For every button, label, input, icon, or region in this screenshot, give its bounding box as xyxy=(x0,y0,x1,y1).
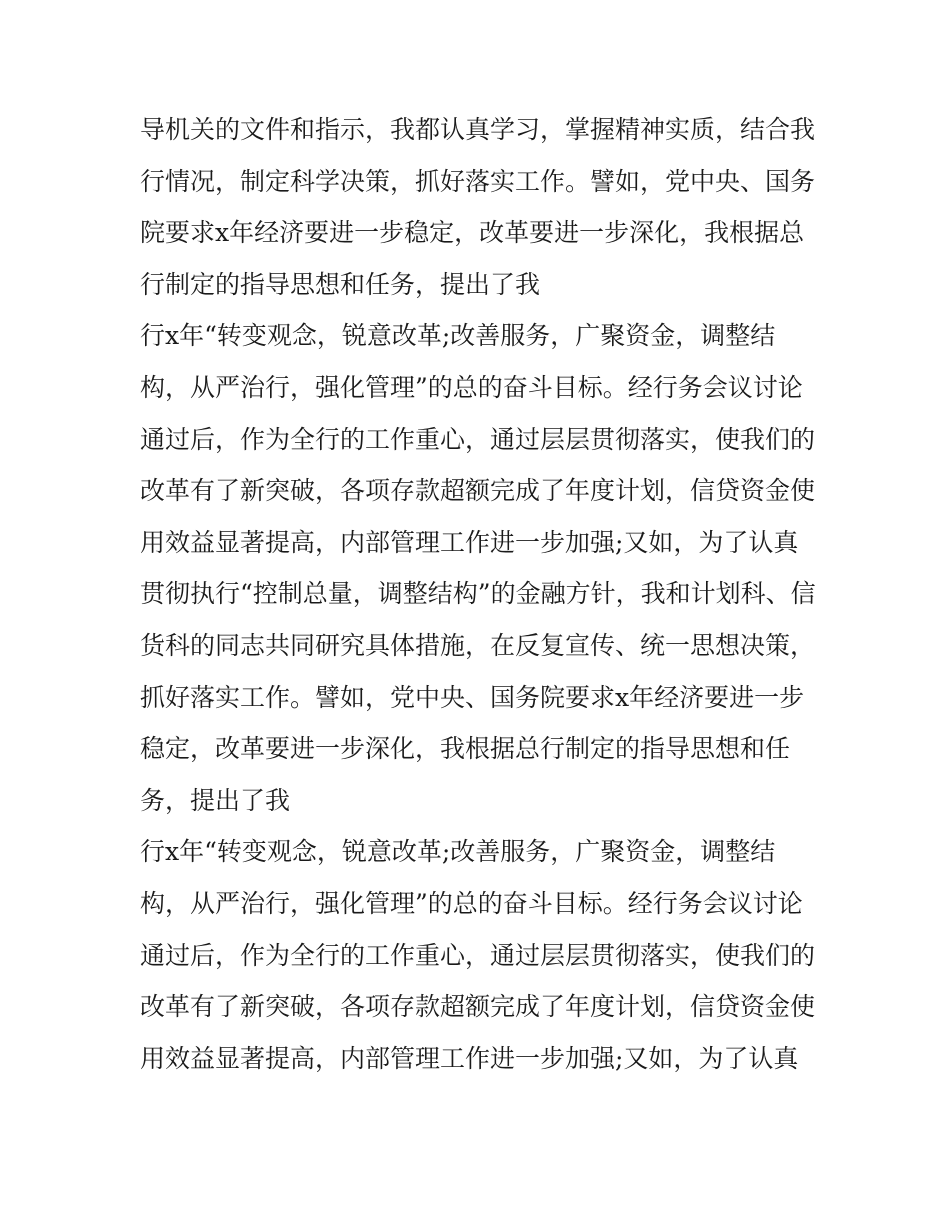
text-line: 行x年“转变观念，锐意改革;改善服务，广聚资金，调整结 xyxy=(140,837,776,867)
text-line: 通过后，作为全行的工作重心，通过层层贯彻落实，使我们的 xyxy=(140,424,816,454)
text-line: 用效益显著提高，内部管理工作进一步加强;又如，为了认真 xyxy=(140,527,799,557)
text-line: 抓好落实工作。譬如，党中央、国务院要求x年经济要进一步 xyxy=(140,682,805,712)
text-line: 构，从严治行，强化管理”的总的奋斗目标。经行务会议讨论 xyxy=(140,888,803,918)
text-line: 行情况，制定科学决策，抓好落实工作。譬如，党中央、国务 xyxy=(140,166,816,196)
text-line: 改革有了新突破，各项存款超额完成了年度计划，信贷资金使 xyxy=(140,476,816,506)
body-text xyxy=(140,104,830,1084)
text-line: 用效益显著提高，内部管理工作进一步加强;又如，为了认真 xyxy=(140,1043,799,1073)
text-line: 改革有了新突破，各项存款超额完成了年度计划，信贷资金使 xyxy=(140,992,816,1022)
text-line: 导机关的文件和指示，我都认真学习，掌握精神实质，结合我 xyxy=(140,115,816,144)
text-line: 货科的同志共同研究具体措施，在反复宣传、统一思想决策， xyxy=(140,630,816,660)
text-line: 院要求x年经济要进一步稳定，改革要进一步深化，我根据总 xyxy=(140,218,805,248)
text-line: 稳定，改革要进一步深化，我根据总行制定的指导思想和任 xyxy=(140,734,791,764)
text-line: 行x年“转变观念，锐意改革;改善服务，广聚资金，调整结 xyxy=(140,321,776,351)
text-line: 构，从严治行，强化管理”的总的奋斗目标。经行务会议讨论 xyxy=(140,372,803,402)
text-line: 务，提出了我 xyxy=(140,785,291,815)
text-line: 通过后，作为全行的工作重心，通过层层贯彻落实，使我们的 xyxy=(140,940,816,970)
text-line: 贯彻执行“控制总量，调整结构”的金融方针，我和计划科、信 xyxy=(140,579,816,609)
text-line: 行制定的指导思想和任务，提出了我 xyxy=(140,269,541,299)
